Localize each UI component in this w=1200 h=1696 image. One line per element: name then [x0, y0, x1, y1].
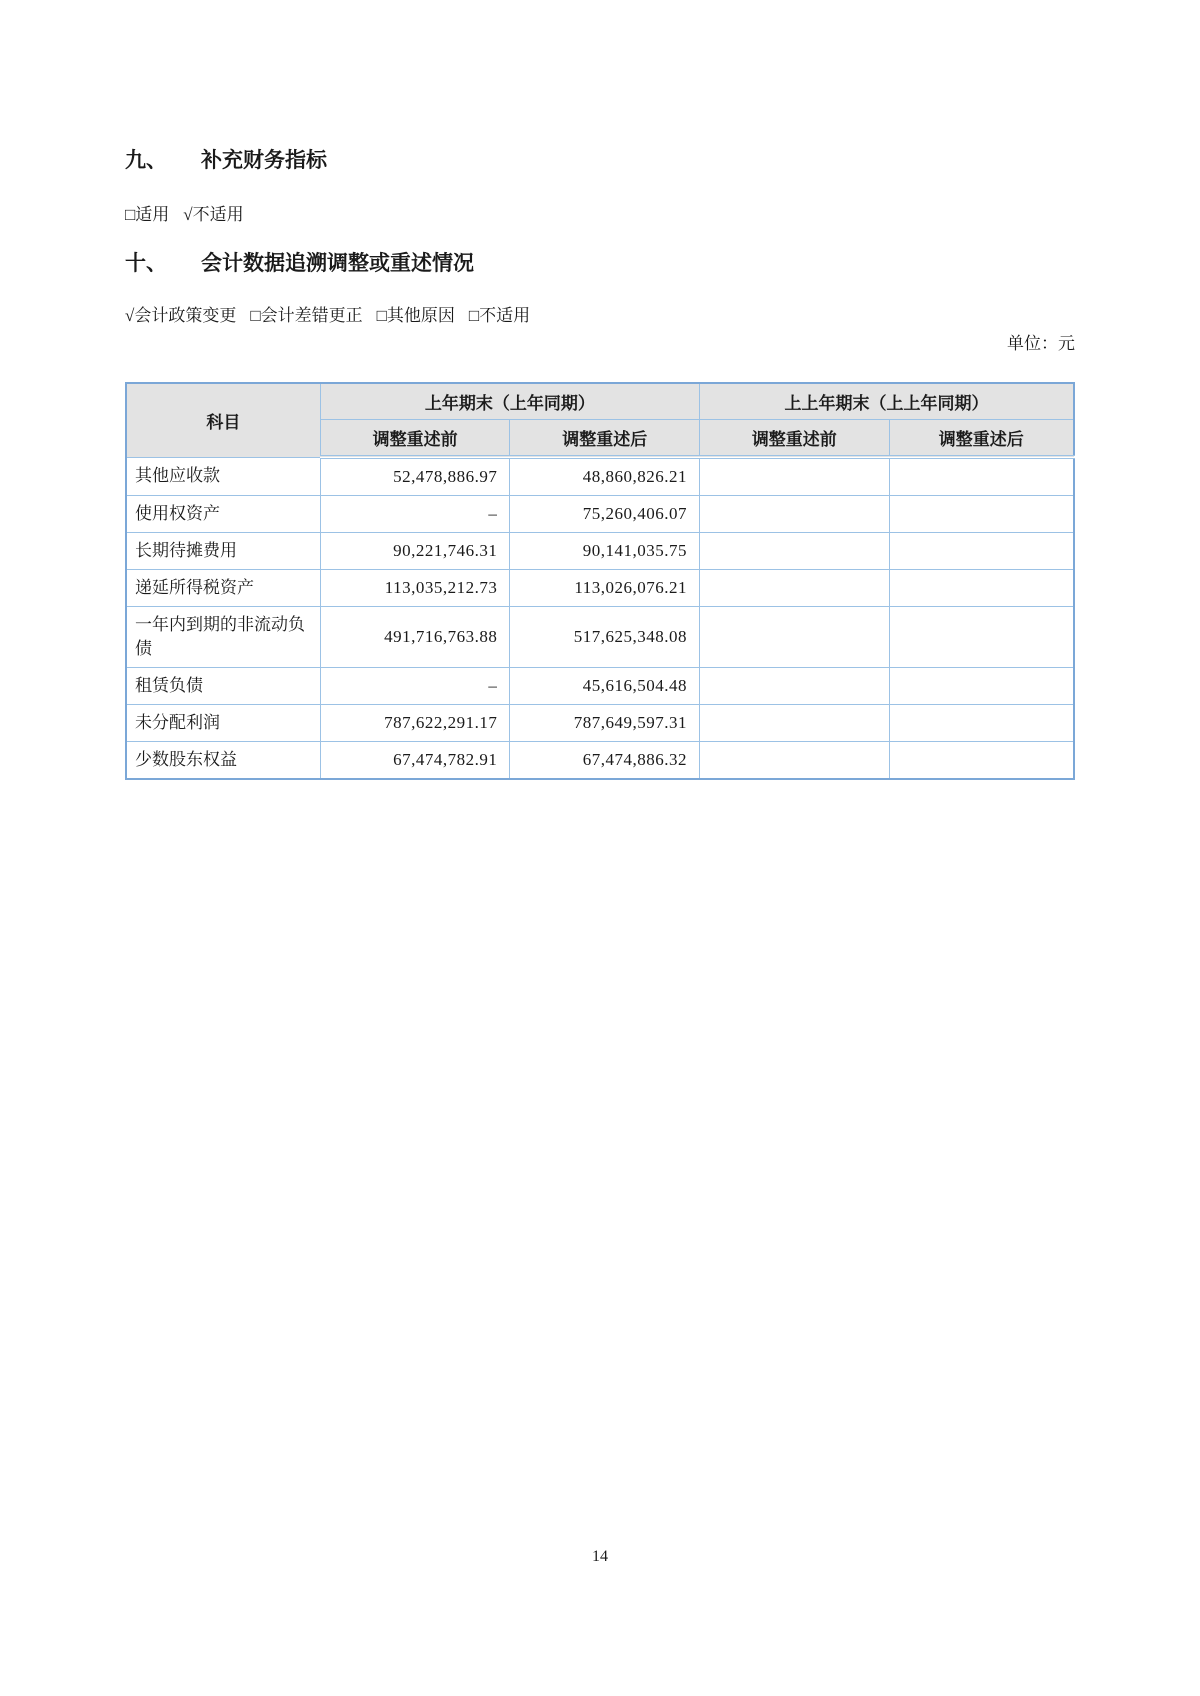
- row-ppy-after: [889, 668, 1074, 705]
- row-subject: 其他应收款: [126, 457, 320, 496]
- row-py-before: –: [320, 668, 510, 705]
- row-ppy-before: [700, 607, 890, 668]
- row-ppy-before: [700, 533, 890, 570]
- row-py-before: 491,716,763.88: [320, 607, 510, 668]
- section-10-options-line: [125, 304, 1075, 328]
- checkbox-not-applicable: √不适用: [183, 205, 244, 224]
- row-py-after: 787,649,597.31: [510, 705, 700, 742]
- header-py-after: 调整重述后: [510, 420, 700, 458]
- table-row: [126, 496, 1074, 533]
- table-row: [126, 570, 1074, 607]
- row-py-before: –: [320, 496, 510, 533]
- row-ppy-before: [700, 668, 890, 705]
- header-py-before: 调整重述前: [320, 420, 510, 458]
- row-subject: 租赁负债: [126, 668, 320, 705]
- row-ppy-before: [700, 742, 890, 780]
- table-row: [126, 607, 1074, 668]
- section-9-heading: [125, 147, 1075, 173]
- row-py-after: 90,141,035.75: [510, 533, 700, 570]
- header-prev-year-group: 上年期末（上年同期）: [320, 383, 699, 420]
- header-ppy-after: 调整重述后: [889, 420, 1074, 458]
- row-py-after: 113,026,076.21: [510, 570, 700, 607]
- row-subject: 一年内到期的非流动负债: [126, 607, 320, 668]
- row-py-after: 45,616,504.48: [510, 668, 700, 705]
- table-header-group-row: [126, 383, 1074, 420]
- section-9-applicability-line: [125, 203, 1075, 227]
- restatement-table: [125, 382, 1075, 780]
- row-subject: 长期待摊费用: [126, 533, 320, 570]
- row-subject: 使用权资产: [126, 496, 320, 533]
- row-ppy-after: [889, 607, 1074, 668]
- section-9-number: 九、: [125, 148, 167, 172]
- row-py-before: 787,622,291.17: [320, 705, 510, 742]
- row-ppy-after: [889, 496, 1074, 533]
- row-ppy-before: [700, 457, 890, 496]
- header-prev-prev-year-group: 上上年期末（上上年同期）: [700, 383, 1074, 420]
- section-10-number: 十、: [125, 251, 167, 275]
- row-ppy-before: [700, 496, 890, 533]
- checkbox-policy-change: √会计政策变更: [125, 306, 237, 325]
- header-ppy-before: 调整重述前: [700, 420, 890, 458]
- row-subject: 递延所得税资产: [126, 570, 320, 607]
- row-ppy-after: [889, 533, 1074, 570]
- row-py-before: 90,221,746.31: [320, 533, 510, 570]
- row-ppy-after: [889, 742, 1074, 780]
- row-py-before: 67,474,782.91: [320, 742, 510, 780]
- row-ppy-before: [700, 705, 890, 742]
- table-row: [126, 742, 1074, 780]
- section-9-title: 补充财务指标: [201, 148, 327, 172]
- checkbox-not-applicable-10: □不适用: [468, 306, 531, 325]
- row-py-after: 75,260,406.07: [510, 496, 700, 533]
- section-10-heading: [125, 250, 1075, 276]
- table-row: [126, 457, 1074, 496]
- row-subject: 少数股东权益: [126, 742, 320, 780]
- row-ppy-after: [889, 570, 1074, 607]
- table-row: [126, 668, 1074, 705]
- row-py-after: 48,860,826.21: [510, 457, 700, 496]
- checkbox-other-reason: □其他原因: [376, 306, 455, 325]
- unit-label: 单位：元: [1007, 334, 1075, 353]
- row-py-before: 113,035,212.73: [320, 570, 510, 607]
- row-ppy-before: [700, 570, 890, 607]
- row-ppy-after: [889, 457, 1074, 496]
- row-subject: 未分配利润: [126, 705, 320, 742]
- row-ppy-after: [889, 705, 1074, 742]
- header-subject: 科目: [126, 383, 320, 457]
- row-py-after: 517,625,348.08: [510, 607, 700, 668]
- checkbox-applicable: □适用: [125, 205, 170, 224]
- checkbox-error-correction: □会计差错更正: [250, 306, 363, 325]
- row-py-after: 67,474,886.32: [510, 742, 700, 780]
- table-row: [126, 705, 1074, 742]
- page-number: 14: [592, 1548, 608, 1565]
- section-10-title: 会计数据追溯调整或重述情况: [201, 251, 474, 275]
- table-row: [126, 533, 1074, 570]
- row-py-before: 52,478,886.97: [320, 457, 510, 496]
